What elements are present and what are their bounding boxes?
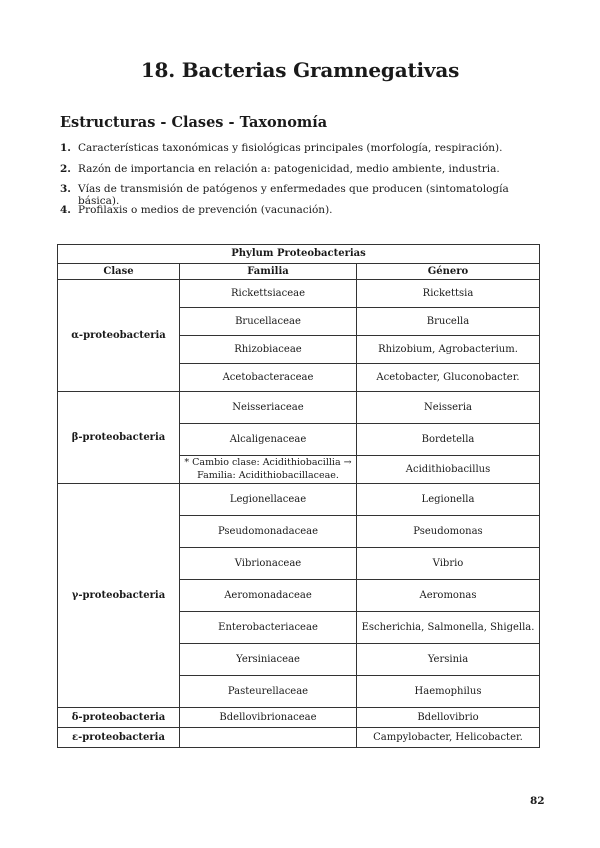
list-item	[60, 183, 550, 207]
class-alpha: α-proteobacteria	[58, 280, 180, 392]
familia-cell: Rickettsiaceae	[180, 280, 357, 308]
table-caption: Phylum Proteobacterias	[58, 245, 540, 264]
genero-cell: Haemophilus	[357, 676, 540, 708]
familia-cell: Rhizobiaceae	[180, 336, 357, 364]
familia-cell	[180, 728, 357, 748]
taxonomy-table	[57, 244, 540, 748]
familia-cell: Alcaligenaceae	[180, 424, 357, 456]
list-item-text: Características taxonómicas y fisiológicas principales (morfología, respiración).	[78, 142, 503, 154]
genero-cell: Brucella	[357, 308, 540, 336]
class-epsilon: ε-proteobacteria	[58, 728, 180, 748]
familia-cell: Aeromonadaceae	[180, 580, 357, 612]
list-item-text: Vías de transmisión de patógenos y enfermedades que producen (sintomatología básica).	[78, 183, 509, 207]
list-item-number: 3.	[60, 183, 71, 195]
familia-cell	[180, 456, 357, 484]
list-item	[60, 163, 550, 184]
familia-note-line2: Familia: Acidithiobacillaceae.	[197, 469, 339, 481]
class-gamma: γ-proteobacteria	[58, 484, 180, 708]
familia-cell: Brucellaceae	[180, 308, 357, 336]
familia-cell: Pasteurellaceae	[180, 676, 357, 708]
class-beta: β-proteobacteria	[58, 392, 180, 484]
familia-cell: Vibrionaceae	[180, 548, 357, 580]
page-number: 82	[530, 795, 545, 807]
genero-cell: Campylobacter, Helicobacter.	[357, 728, 540, 748]
genero-cell: Yersinia	[357, 644, 540, 676]
list-item-number: 4.	[60, 203, 71, 216]
table-header-row	[58, 264, 540, 280]
familia-cell: Enterobacteriaceae	[180, 612, 357, 644]
genero-cell: Neisseria	[357, 392, 540, 424]
familia-cell: Yersiniaceae	[180, 644, 357, 676]
genero-cell: Aeromonas	[357, 580, 540, 612]
genero-cell: Rickettsia	[357, 280, 540, 308]
genero-cell: Escherichia, Salmonella, Shigella.	[357, 612, 540, 644]
list-item	[60, 204, 550, 225]
table-row	[58, 280, 540, 308]
familia-note-line1: * Cambio clase: Acidithiobacillia →	[184, 456, 352, 468]
page-title: 18. Bacterias Gramnegativas	[140, 58, 460, 82]
table-row	[58, 728, 540, 748]
header-clase: Clase	[58, 264, 180, 280]
genero-cell: Pseudomonas	[357, 516, 540, 548]
class-delta: δ-proteobacteria	[58, 708, 180, 728]
genero-cell: Vibrio	[357, 548, 540, 580]
list-item-text: Razón de importancia en relación a: patogenicidad, medio ambiente, industria.	[78, 162, 500, 175]
list-item-text: Profilaxis o medios de prevención (vacunación).	[78, 203, 333, 216]
genero-cell: Acidithiobacillus	[357, 456, 540, 484]
familia-cell: Neisseriaceae	[180, 392, 357, 424]
genero-cell: Legionella	[357, 484, 540, 516]
familia-cell: Bdellovibrionaceae	[180, 708, 357, 728]
table-row	[58, 708, 540, 728]
list-item-number: 2.	[60, 162, 71, 175]
genero-cell: Rhizobium, Agrobacterium.	[357, 336, 540, 364]
section-title: Estructuras - Clases - Taxonomía	[60, 114, 328, 131]
genero-cell: Bordetella	[357, 424, 540, 456]
list-item-number: 1.	[60, 142, 71, 154]
list-item	[60, 142, 550, 163]
table-row	[58, 392, 540, 424]
genero-cell: Acetobacter, Gluconobacter.	[357, 364, 540, 392]
table-caption-row	[58, 245, 540, 264]
objectives-list	[60, 142, 550, 224]
header-genero: Género	[357, 264, 540, 280]
familia-cell: Legionellaceae	[180, 484, 357, 516]
genero-cell: Bdellovibrio	[357, 708, 540, 728]
header-familia: Familia	[180, 264, 357, 280]
familia-cell: Pseudomonadaceae	[180, 516, 357, 548]
table-row	[58, 484, 540, 516]
familia-cell: Acetobacteraceae	[180, 364, 357, 392]
